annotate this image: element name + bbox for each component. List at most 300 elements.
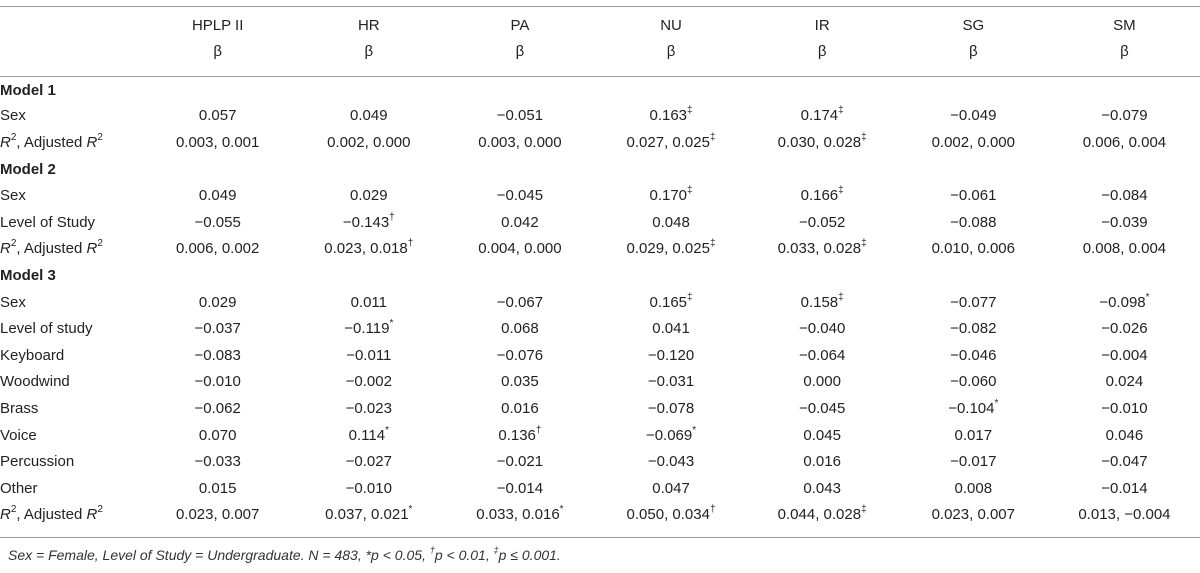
cell-value: 0.070 — [198, 426, 237, 444]
data-cell — [444, 369, 595, 396]
table-row — [0, 315, 1200, 342]
data-cell — [747, 475, 898, 502]
cell-value: −0.077 — [950, 293, 997, 311]
data-cell — [595, 502, 746, 529]
r2-exponent: 2 — [10, 504, 17, 516]
cell-value: 0.006, 0.002 — [175, 240, 260, 258]
data-cell — [142, 502, 293, 529]
data-cell — [444, 448, 595, 475]
data-cell — [142, 448, 293, 475]
data-cell — [747, 448, 898, 475]
cell-value: 0.016 — [501, 399, 539, 417]
cell-value: −0.076 — [496, 346, 544, 364]
significance-marker: * — [385, 424, 389, 436]
data-cell — [444, 502, 595, 529]
column-header-sg: SG — [962, 16, 985, 34]
data-cell — [444, 129, 595, 156]
adjusted-r2-symbol: R — [86, 240, 98, 258]
row-label: Sex — [0, 187, 26, 205]
r2-exponent: 2 — [10, 131, 17, 143]
significance-marker: ‡ — [861, 504, 867, 516]
significance-marker: * — [994, 397, 999, 409]
data-cell — [1049, 342, 1200, 369]
data-cell — [1049, 448, 1200, 475]
significance-marker: * — [1145, 291, 1150, 303]
cell-value: −0.104 — [948, 399, 995, 417]
data-cell — [142, 422, 293, 449]
empty-cell — [1049, 262, 1200, 289]
cell-value: −0.079 — [1101, 107, 1148, 125]
data-cell — [595, 475, 746, 502]
r2-symbol: R — [0, 240, 11, 258]
data-cell — [444, 289, 595, 316]
cell-value: 0.023, 0.007 — [931, 506, 1015, 524]
data-cell — [747, 129, 898, 156]
table-row — [0, 236, 1200, 263]
cell-value: 0.042 — [501, 213, 539, 231]
significance-marker: ‡ — [838, 291, 844, 303]
significance-marker: † — [709, 504, 716, 516]
significance-marker: ‡ — [861, 238, 867, 250]
row-label: Level of study — [0, 320, 93, 338]
cell-value: 0.008 — [954, 479, 993, 497]
r2-label-text: , Adjusted — [16, 133, 87, 151]
cell-value: 0.114 — [348, 426, 386, 444]
table-row — [0, 448, 1200, 475]
data-cell — [142, 342, 293, 369]
empty-cell — [898, 76, 1049, 103]
r2-label-text: , Adjusted — [16, 240, 87, 258]
data-cell — [444, 395, 595, 422]
table-footnote — [8, 547, 561, 563]
bottom-rule — [0, 537, 1200, 538]
data-cell — [142, 103, 293, 130]
cell-value: −0.027 — [345, 453, 392, 471]
cell-value: −0.082 — [950, 320, 997, 338]
table-body — [0, 76, 1200, 528]
data-cell — [898, 342, 1049, 369]
cell-value: 0.008, 0.004 — [1082, 240, 1167, 258]
adjusted-r2-symbol: R — [86, 506, 98, 524]
empty-cell — [444, 76, 595, 103]
empty-cell — [444, 156, 595, 183]
empty-cell — [293, 156, 444, 183]
row-label: Other — [0, 479, 38, 497]
cell-value: −0.039 — [1101, 213, 1148, 231]
data-cell — [898, 475, 1049, 502]
cell-value: −0.043 — [647, 453, 695, 471]
data-cell — [747, 315, 898, 342]
cell-value: −0.046 — [950, 346, 997, 364]
row-label — [0, 502, 142, 529]
cell-value: −0.143 — [342, 213, 390, 231]
cell-value: 0.003, 0.001 — [175, 133, 260, 151]
data-cell — [595, 182, 746, 209]
significance-marker: † — [389, 211, 395, 223]
cell-value: 0.045 — [803, 426, 841, 444]
empty-cell — [293, 262, 444, 289]
empty-cell — [595, 262, 746, 289]
footnote-text-3: p ≤ 0.001. — [498, 547, 561, 563]
cell-value: −0.120 — [647, 346, 695, 364]
data-cell — [1049, 289, 1200, 316]
data-cell — [293, 422, 444, 449]
cell-value: 0.163 — [649, 107, 688, 125]
data-cell — [595, 289, 746, 316]
table-row — [0, 342, 1200, 369]
data-cell — [293, 395, 444, 422]
cell-value: 0.050, 0.034 — [626, 506, 710, 524]
data-cell — [1049, 129, 1200, 156]
empty-cell — [747, 262, 898, 289]
data-cell — [898, 129, 1049, 156]
column-stat-pa: β — [515, 43, 525, 60]
data-cell — [898, 315, 1049, 342]
data-cell — [1049, 103, 1200, 130]
empty-cell — [1049, 156, 1200, 183]
cell-value: −0.052 — [799, 213, 846, 231]
cell-value: −0.051 — [496, 107, 544, 125]
table-row — [0, 369, 1200, 396]
cell-value: 0.013, −0.004 — [1078, 506, 1171, 524]
data-cell — [1049, 369, 1200, 396]
cell-value: −0.062 — [194, 399, 241, 417]
empty-cell — [142, 76, 293, 103]
cell-value: 0.136 — [498, 426, 536, 444]
cell-value: −0.078 — [647, 399, 695, 417]
cell-value: −0.033 — [194, 453, 241, 471]
cell-value: 0.029, 0.025 — [626, 240, 710, 258]
significance-marker: ‡ — [687, 105, 693, 117]
cell-value: −0.010 — [194, 373, 241, 391]
data-cell — [595, 395, 746, 422]
cell-value: 0.015 — [198, 479, 237, 497]
row-label: Model 3 — [0, 266, 56, 284]
cell-value: −0.069 — [645, 426, 693, 444]
cell-value: −0.045 — [799, 399, 846, 417]
data-cell — [747, 103, 898, 130]
data-cell — [142, 369, 293, 396]
column-header-hplp-ii: HPLP II — [191, 16, 244, 34]
cell-value: −0.088 — [950, 213, 997, 231]
column-stat-hr: β — [364, 43, 374, 60]
data-cell — [444, 475, 595, 502]
empty-cell — [747, 156, 898, 183]
cell-value: 0.029 — [350, 187, 388, 205]
data-cell — [747, 502, 898, 529]
data-cell — [898, 209, 1049, 236]
significance-marker: * — [692, 424, 697, 436]
cell-value: −0.002 — [345, 373, 392, 391]
cell-value: −0.067 — [496, 293, 544, 311]
significance-marker: * — [559, 504, 564, 516]
column-header-nu: NU — [660, 16, 682, 34]
data-cell — [142, 182, 293, 209]
data-cell — [595, 209, 746, 236]
row-label: Percussion — [0, 453, 75, 471]
data-cell — [142, 395, 293, 422]
data-cell — [595, 315, 746, 342]
cell-value: −0.014 — [496, 479, 544, 497]
cell-value: 0.170 — [649, 187, 688, 205]
empty-cell — [898, 262, 1049, 289]
footnote-symbol-dagger: † — [429, 545, 435, 556]
cell-value: 0.000 — [803, 373, 841, 391]
data-cell — [142, 315, 293, 342]
data-cell — [747, 395, 898, 422]
significance-marker: * — [389, 318, 394, 330]
adjusted-r2-exponent: 2 — [97, 131, 103, 143]
data-cell — [747, 289, 898, 316]
data-cell — [142, 129, 293, 156]
cell-value: −0.084 — [1101, 187, 1148, 205]
table-header — [0, 7, 1200, 76]
row-label: Level of Study — [0, 213, 96, 231]
data-cell — [444, 182, 595, 209]
data-cell — [595, 103, 746, 130]
data-cell — [293, 209, 444, 236]
cell-value: 0.043 — [803, 479, 841, 497]
cell-value: 0.003, 0.000 — [478, 133, 562, 151]
empty-cell — [1049, 76, 1200, 103]
data-cell — [293, 475, 444, 502]
data-cell — [444, 422, 595, 449]
cell-value: −0.017 — [950, 453, 997, 471]
cell-value: 0.049 — [198, 187, 237, 205]
data-cell — [142, 475, 293, 502]
cell-value: 0.029 — [198, 293, 237, 311]
table-row — [0, 395, 1200, 422]
cell-value: −0.026 — [1101, 320, 1148, 338]
cell-value: 0.023, 0.007 — [175, 506, 260, 524]
cell-value: −0.098 — [1099, 293, 1146, 311]
data-cell — [1049, 502, 1200, 529]
cell-value: −0.060 — [950, 373, 997, 391]
cell-value: −0.004 — [1101, 346, 1148, 364]
table-row — [0, 103, 1200, 130]
data-cell — [898, 448, 1049, 475]
data-cell — [293, 342, 444, 369]
data-cell — [898, 182, 1049, 209]
data-cell — [898, 289, 1049, 316]
cell-value: 0.049 — [350, 107, 388, 125]
column-header-hr: HR — [357, 16, 380, 34]
footnote-text-1: Sex = Female, Level of Study = Undergraduate. N = 483, *p < 0.05, — [8, 547, 430, 563]
cell-value: −0.049 — [950, 107, 997, 125]
adjusted-r2-symbol: R — [86, 133, 98, 151]
header-label-cell — [0, 43, 142, 76]
significance-marker: ‡ — [687, 291, 693, 303]
cell-value: 0.047 — [652, 479, 690, 497]
data-cell — [293, 289, 444, 316]
cell-value: 0.041 — [652, 320, 690, 338]
header-label-cell — [0, 7, 142, 43]
cell-value: 0.166 — [800, 187, 839, 205]
empty-cell — [444, 262, 595, 289]
adjusted-r2-exponent: 2 — [97, 504, 103, 516]
significance-marker: ‡ — [709, 131, 716, 143]
data-cell — [595, 369, 746, 396]
empty-cell — [747, 76, 898, 103]
cell-value: 0.023, 0.018 — [324, 240, 408, 258]
cell-value: 0.033, 0.016 — [476, 506, 560, 524]
data-cell — [293, 369, 444, 396]
empty-cell — [898, 156, 1049, 183]
row-label — [0, 236, 142, 263]
column-header-sm: SM — [1113, 16, 1136, 34]
cell-value: 0.011 — [350, 293, 388, 311]
data-cell — [1049, 395, 1200, 422]
table-row — [0, 502, 1200, 529]
data-cell — [747, 209, 898, 236]
cell-value: −0.040 — [799, 320, 846, 338]
row-label: Voice — [0, 426, 37, 444]
cell-value: 0.037, 0.021 — [325, 506, 409, 524]
data-cell — [142, 209, 293, 236]
row-label: Keyboard — [0, 346, 65, 364]
empty-cell — [595, 156, 746, 183]
cell-value: −0.047 — [1101, 453, 1148, 471]
cell-value: −0.064 — [799, 346, 846, 364]
cell-value: 0.017 — [954, 426, 993, 444]
cell-value: −0.055 — [194, 213, 241, 231]
data-cell — [595, 342, 746, 369]
data-cell — [898, 502, 1049, 529]
footnote-text-2: p < 0.01, — [434, 547, 494, 563]
column-stat-hplp-ii: β — [213, 43, 222, 60]
empty-cell — [293, 76, 444, 103]
cell-value: −0.010 — [1101, 399, 1148, 417]
row-label: Model 1 — [0, 81, 56, 99]
table-row — [0, 289, 1200, 316]
section-row — [0, 156, 1200, 183]
column-stat-nu: β — [666, 43, 676, 60]
empty-cell — [142, 262, 293, 289]
significance-marker: † — [407, 238, 414, 250]
significance-marker: ‡ — [687, 185, 693, 197]
empty-cell — [142, 156, 293, 183]
row-label: Sex — [0, 107, 26, 125]
cell-value: −0.023 — [345, 399, 392, 417]
table-row — [0, 129, 1200, 156]
cell-value: 0.002, 0.000 — [931, 133, 1015, 151]
data-cell — [595, 236, 746, 263]
r2-symbol: R — [0, 133, 11, 151]
row-label: Brass — [0, 399, 39, 417]
cell-value: 0.057 — [198, 107, 237, 125]
data-cell — [293, 448, 444, 475]
cell-value: 0.035 — [501, 373, 539, 391]
data-cell — [142, 236, 293, 263]
significance-marker: ‡ — [838, 185, 844, 197]
row-label — [0, 129, 142, 156]
data-cell — [142, 289, 293, 316]
cell-value: 0.030, 0.028 — [777, 133, 862, 151]
section-row — [0, 262, 1200, 289]
cell-value: 0.158 — [800, 293, 839, 311]
adjusted-r2-exponent: 2 — [97, 238, 103, 250]
cell-value: 0.174 — [800, 107, 839, 125]
cell-value: 0.044, 0.028 — [777, 506, 862, 524]
data-cell — [444, 103, 595, 130]
cell-value: −0.061 — [950, 187, 997, 205]
data-cell — [595, 422, 746, 449]
data-cell — [1049, 182, 1200, 209]
row-label: Woodwind — [0, 373, 70, 391]
data-cell — [898, 395, 1049, 422]
cell-value: 0.006, 0.004 — [1082, 133, 1167, 151]
data-cell — [747, 422, 898, 449]
section-row — [0, 76, 1200, 103]
data-cell — [1049, 475, 1200, 502]
data-cell — [444, 236, 595, 263]
significance-marker: † — [535, 424, 542, 436]
row-label: Sex — [0, 293, 26, 311]
data-cell — [747, 342, 898, 369]
cell-value: 0.024 — [1105, 373, 1144, 391]
cell-value: −0.011 — [346, 346, 392, 364]
empty-cell — [595, 76, 746, 103]
r2-exponent: 2 — [10, 238, 17, 250]
r2-symbol: R — [0, 506, 11, 524]
r2-label-text: , Adjusted — [16, 506, 87, 524]
data-cell — [898, 103, 1049, 130]
data-cell — [1049, 209, 1200, 236]
cell-value: 0.004, 0.000 — [478, 240, 562, 258]
data-cell — [293, 103, 444, 130]
data-cell — [293, 129, 444, 156]
footnote-symbol-double-dagger: ‡ — [493, 545, 499, 556]
cell-value: 0.068 — [501, 320, 539, 338]
data-cell — [898, 236, 1049, 263]
cell-value: −0.010 — [345, 479, 392, 497]
cell-value: −0.083 — [194, 346, 241, 364]
table-row — [0, 422, 1200, 449]
data-cell — [747, 182, 898, 209]
column-stat-sm: β — [1120, 43, 1129, 60]
table-row — [0, 209, 1200, 236]
data-cell — [898, 369, 1049, 396]
significance-marker: * — [408, 504, 413, 516]
cell-value: −0.014 — [1101, 479, 1148, 497]
significance-marker: ‡ — [861, 131, 867, 143]
data-cell — [444, 209, 595, 236]
data-cell — [1049, 236, 1200, 263]
cell-value: 0.165 — [649, 293, 688, 311]
data-cell — [1049, 315, 1200, 342]
column-stat-sg: β — [968, 43, 978, 60]
cell-value: 0.016 — [803, 453, 841, 471]
regression-table — [0, 7, 1200, 528]
data-cell — [595, 448, 746, 475]
data-cell — [293, 182, 444, 209]
cell-value: 0.033, 0.028 — [777, 240, 862, 258]
cell-value: 0.048 — [652, 213, 690, 231]
cell-value: −0.045 — [496, 187, 544, 205]
cell-value: 0.027, 0.025 — [626, 133, 710, 151]
cell-value: −0.119 — [344, 320, 390, 338]
data-cell — [293, 502, 444, 529]
column-header-pa: PA — [510, 16, 530, 34]
cell-value: −0.037 — [194, 320, 241, 338]
column-header-ir: IR — [814, 16, 830, 34]
data-cell — [293, 315, 444, 342]
cell-value: 0.010, 0.006 — [931, 240, 1015, 258]
column-stat-ir: β — [817, 43, 827, 60]
data-cell — [1049, 422, 1200, 449]
cell-value: −0.031 — [647, 373, 695, 391]
data-cell — [444, 315, 595, 342]
